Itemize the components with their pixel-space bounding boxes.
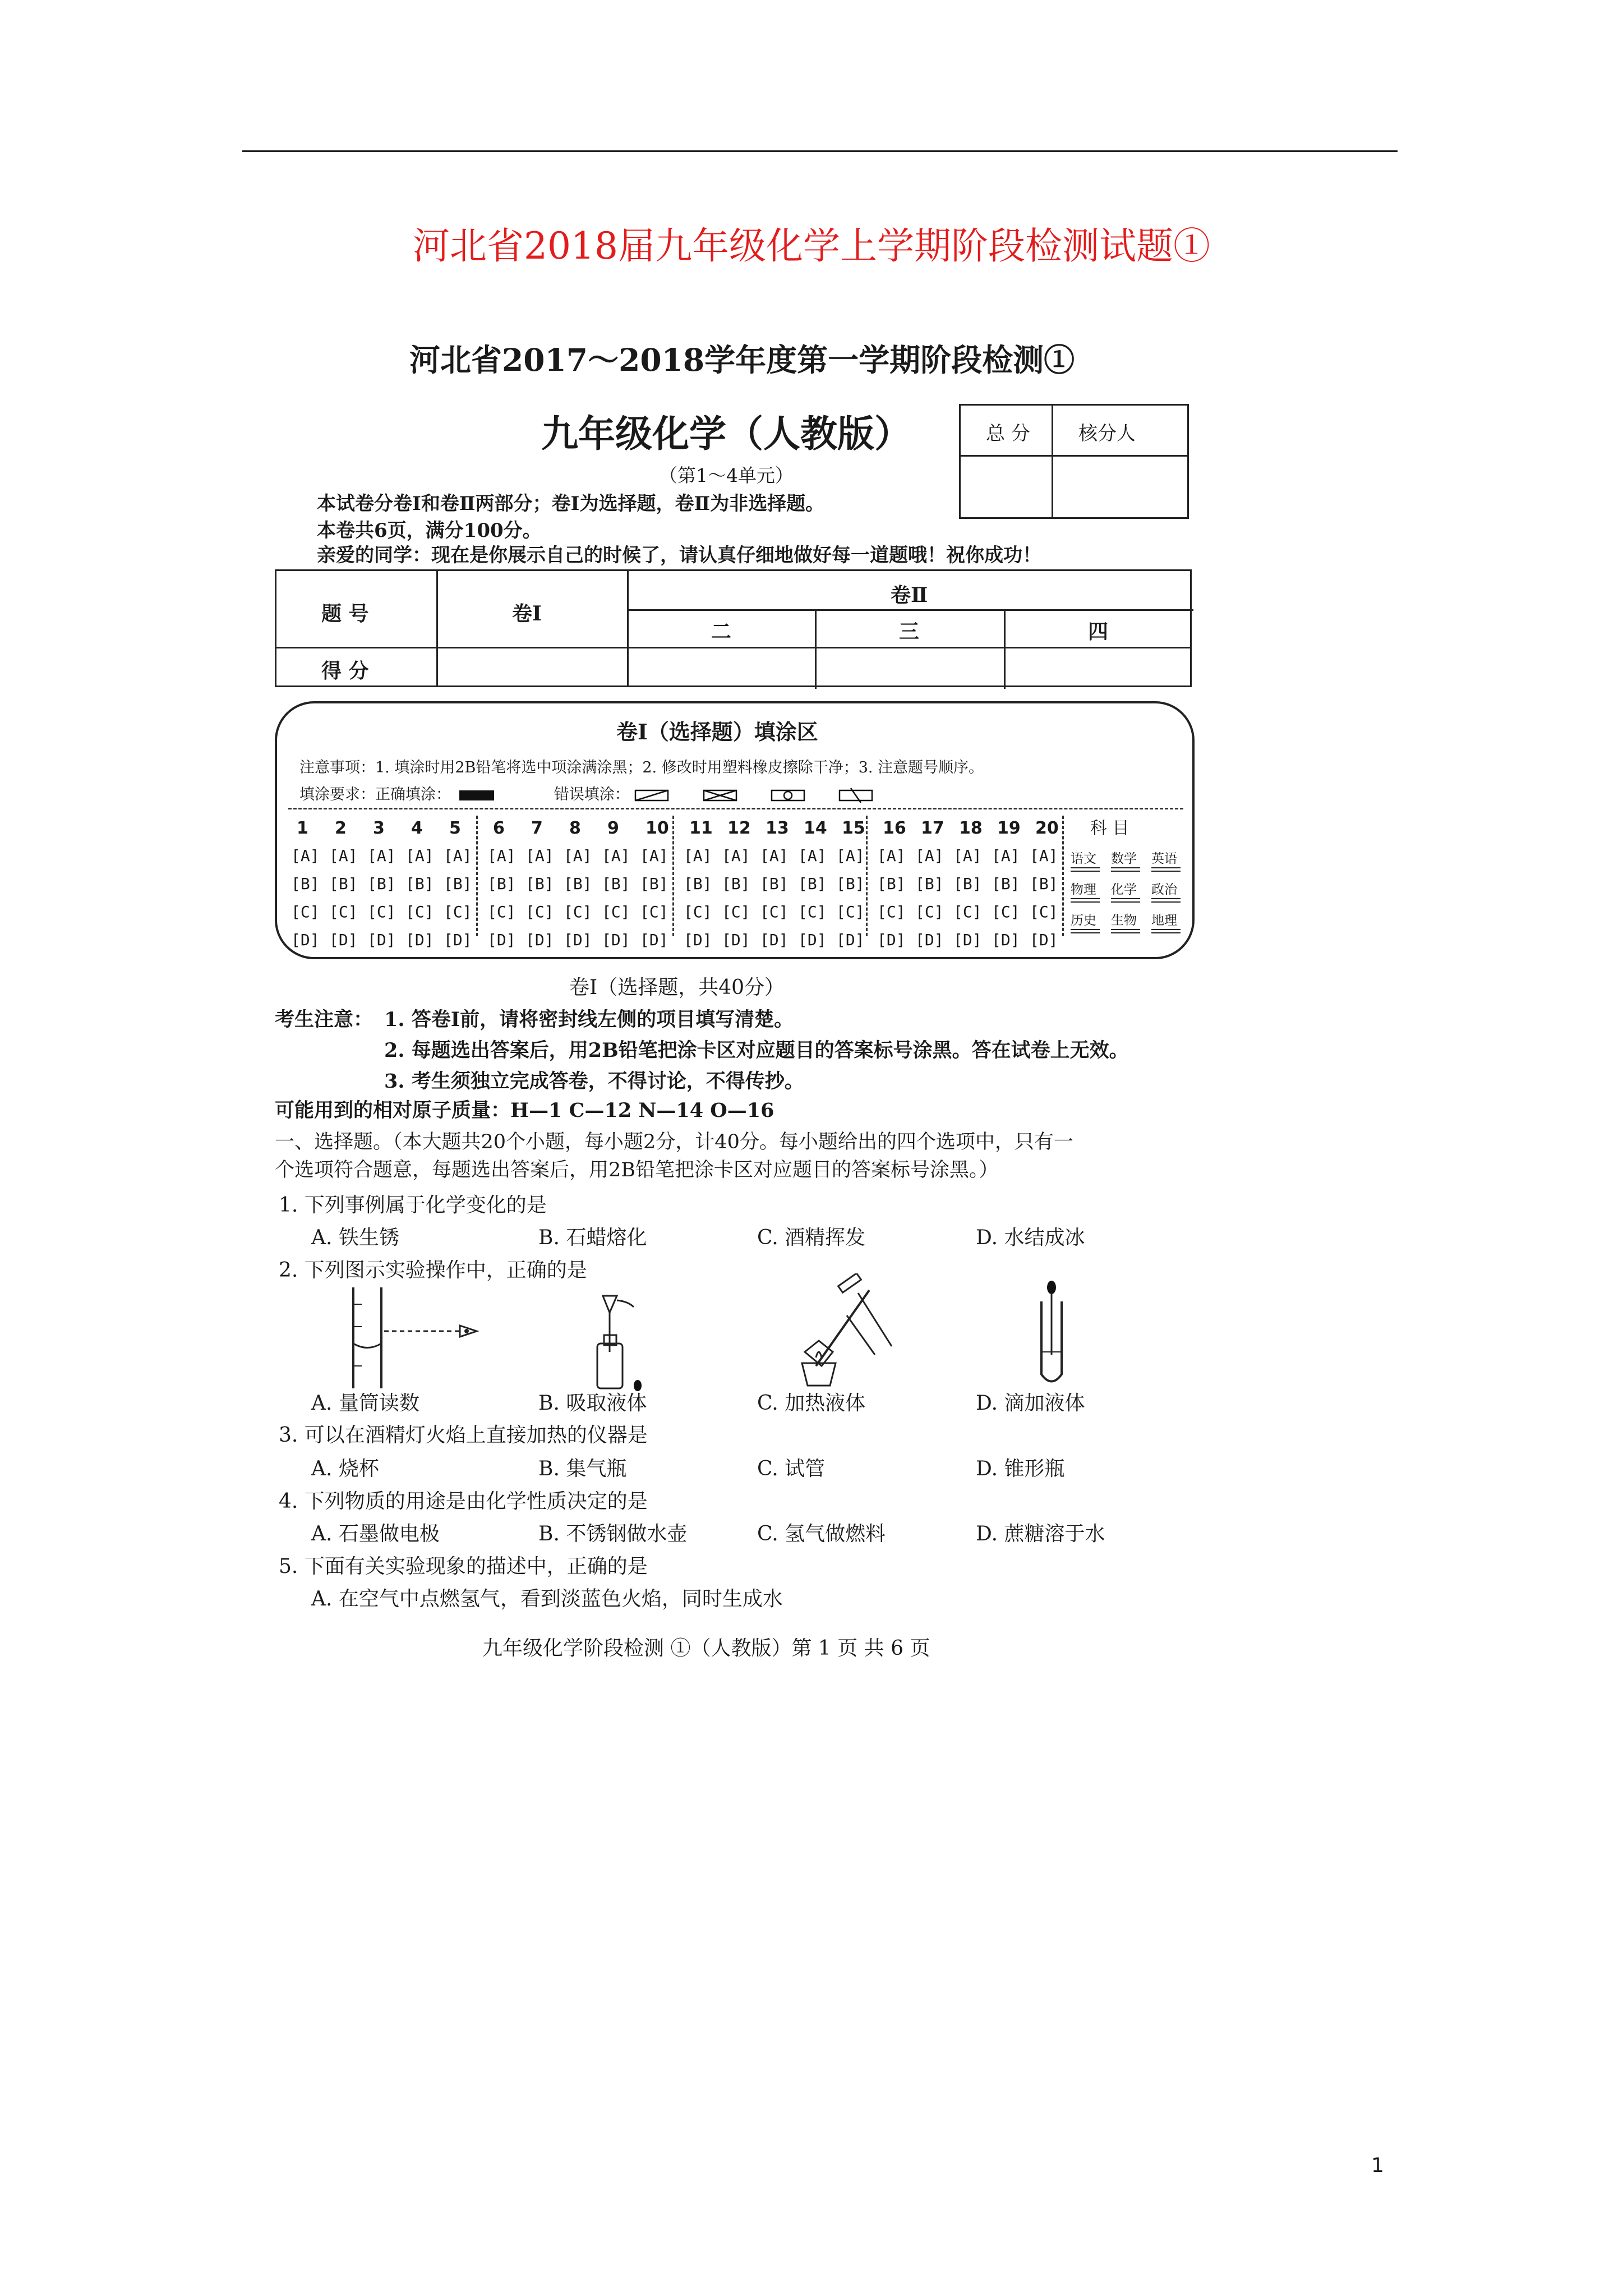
total-score-label: 总 分 — [986, 422, 1030, 445]
subject-bubble — [1151, 867, 1181, 872]
fill-wrong-label: 错误填涂： — [554, 786, 630, 803]
answer-bubble[interactable]: [C] — [722, 903, 750, 921]
unit-range: （第1～4单元） — [659, 464, 794, 486]
answer-bubble[interactable]: [C] — [836, 903, 865, 921]
question-number: 6 — [493, 818, 505, 838]
block-divider — [672, 816, 674, 936]
question-number: 2 — [335, 818, 347, 838]
answer-bubble[interactable]: [C] — [640, 903, 668, 921]
answer-bubble[interactable]: [B] — [602, 875, 630, 893]
answer-bubble[interactable]: [D] — [444, 931, 472, 949]
q1-option-c: C. 酒精挥发 — [757, 1226, 866, 1249]
checker-label: 核分人 — [1078, 422, 1136, 445]
intro-line-1: 本试卷分卷Ⅰ和卷Ⅱ两部分；卷Ⅰ为选择题，卷Ⅱ为非选择题。 — [317, 493, 825, 515]
subject-option[interactable]: 历史 — [1071, 913, 1096, 928]
answer-bubble[interactable]: [D] — [640, 931, 668, 949]
q3-option-d: D. 锥形瓶 — [976, 1457, 1065, 1480]
dropper-bottle-figure — [575, 1290, 653, 1397]
subject-option[interactable]: 物理 — [1071, 882, 1096, 897]
question-number: 1 — [297, 818, 308, 838]
answer-bubble[interactable]: [B] — [444, 875, 472, 893]
answer-bubble[interactable]: [C] — [329, 903, 358, 921]
answer-bubble[interactable]: [D] — [1030, 931, 1058, 949]
fill-requirement — [299, 782, 874, 804]
answer-bubble[interactable]: [D] — [953, 931, 982, 949]
answer-bubble[interactable]: [D] — [405, 931, 434, 949]
q1-option-a: A. 铁生锈 — [311, 1226, 399, 1249]
block-divider — [866, 816, 868, 936]
col-part3: 三 — [899, 620, 920, 643]
q4-stem: 4. 下列物质的用途是由化学性质决定的是 — [279, 1490, 648, 1513]
wrong-fill-slash-icon — [634, 788, 670, 803]
q2-option-d: D. 滴加液体 — [976, 1392, 1085, 1415]
question-number: 5 — [449, 818, 461, 838]
answer-bubble[interactable]: [D] — [291, 931, 320, 949]
page-number: 1 — [1371, 2154, 1384, 2177]
answer-bubble[interactable]: [B] — [722, 875, 750, 893]
subject-bubble — [1111, 898, 1140, 903]
section1-heading: 卷Ⅰ（选择题，共40分） — [569, 976, 785, 999]
answer-bubble[interactable]: [C] — [564, 903, 592, 921]
answer-bubble[interactable]: [D] — [487, 931, 516, 949]
answer-bubble[interactable]: [B] — [798, 875, 827, 893]
answer-bubble[interactable]: [B] — [915, 875, 944, 893]
subject-option[interactable]: 化学 — [1111, 882, 1137, 897]
question-number: 9 — [607, 818, 619, 838]
q3-option-c: C. 试管 — [757, 1457, 826, 1480]
question-number: 3 — [373, 818, 385, 838]
answer-bubble[interactable]: [D] — [367, 931, 396, 949]
subject-option[interactable]: 英语 — [1151, 852, 1177, 866]
score-table — [275, 569, 1192, 687]
subject-option[interactable]: 数学 — [1111, 852, 1137, 866]
answer-bubble[interactable]: [B] — [291, 875, 320, 893]
wrong-fill-tick-icon — [838, 787, 874, 804]
answer-bubble[interactable]: [D] — [602, 931, 630, 949]
answer-bubble[interactable]: [B] — [640, 875, 668, 893]
answer-bubble[interactable]: [B] — [367, 875, 396, 893]
q1-stem: 1. 下列事例属于化学变化的是 — [279, 1194, 547, 1217]
notice-3: 3. 考生须独立完成答卷，不得讨论，不得传抄。 — [384, 1070, 804, 1093]
q4-option-d: D. 蔗糖溶于水 — [976, 1522, 1105, 1545]
q3-option-b: B. 集气瓶 — [538, 1457, 627, 1480]
answer-bubble[interactable]: [A] — [602, 846, 630, 865]
answer-bubble[interactable]: [A] — [564, 846, 592, 865]
question-number: 13 — [766, 818, 789, 838]
answer-bubble[interactable]: [D] — [525, 931, 554, 949]
answer-bubble[interactable]: [A] — [992, 846, 1020, 865]
block-divider — [1062, 816, 1064, 936]
question-number: 10 — [645, 818, 669, 838]
subject-option[interactable]: 地理 — [1151, 913, 1177, 928]
answer-bubble[interactable]: [B] — [953, 875, 982, 893]
q1-option-b: B. 石蜡熔化 — [538, 1226, 647, 1249]
answer-bubble[interactable]: [C] — [877, 903, 906, 921]
answer-bubble[interactable]: [C] — [798, 903, 827, 921]
col-part2: 二 — [711, 620, 732, 643]
subject-option[interactable]: 政治 — [1151, 882, 1177, 897]
answer-bubble[interactable]: [A] — [405, 846, 434, 865]
answer-bubble[interactable]: [C] — [444, 903, 472, 921]
q5-option-a: A. 在空气中点燃氢气，看到淡蓝色火焰，同时生成水 — [311, 1588, 783, 1611]
answer-bubble[interactable]: [D] — [329, 931, 358, 949]
q3-stem: 3. 可以在酒精灯火焰上直接加热的仪器是 — [279, 1424, 648, 1447]
answer-bubble[interactable]: [A] — [836, 846, 865, 865]
answer-bubble[interactable]: [A] — [1030, 846, 1058, 865]
answer-bubble[interactable]: [A] — [798, 846, 827, 865]
score-row-label: 得 分 — [321, 659, 369, 683]
col-juan2: 卷Ⅱ — [891, 583, 928, 607]
question-number: 8 — [569, 818, 581, 838]
answer-bubble[interactable]: [A] — [722, 846, 750, 865]
answer-bubble[interactable]: [C] — [602, 903, 630, 921]
part-intro-2: 个选项符合题意，每题选出答案后，用2B铅笔把涂卡区对应题目的答案标号涂黑。） — [275, 1159, 999, 1181]
total-score-box — [959, 404, 1189, 519]
q1-option-d: D. 水结成冰 — [976, 1226, 1085, 1249]
answer-bubble[interactable]: [B] — [760, 875, 789, 893]
subject-bubble — [1071, 898, 1100, 903]
top-rule — [242, 150, 1398, 152]
answer-bubble[interactable]: [B] — [836, 875, 865, 893]
greeting-text: 亲爱的同学：现在是你展示自己的时候了，请认真仔细地做好每一道题哦！祝你成功！ — [317, 544, 1041, 567]
answer-bubble[interactable]: [B] — [564, 875, 592, 893]
exam-footer: 九年级化学阶段检测 ①（人教版）第 1 页 共 6 页 — [482, 1637, 930, 1660]
answer-bubble[interactable]: [A] — [760, 846, 789, 865]
answer-bubble[interactable]: [A] — [684, 846, 712, 865]
atomic-mass: 可能用到的相对原子质量：H—1 C—12 N—14 O—16 — [275, 1099, 774, 1122]
answer-bubble[interactable]: [C] — [915, 903, 944, 921]
answer-bubble[interactable]: [A] — [953, 846, 982, 865]
answer-bubble[interactable]: [D] — [836, 931, 865, 949]
question-number: 11 — [689, 818, 713, 838]
answer-bubble[interactable]: [C] — [992, 903, 1020, 921]
answer-bubble[interactable]: [B] — [877, 875, 906, 893]
q2-option-b: B. 吸取液体 — [538, 1392, 647, 1415]
exam-subtitle: 九年级化学（人教版） — [541, 412, 911, 455]
subject-bubble — [1111, 929, 1140, 933]
exam-title: 河北省2017～2018学年度第一学期阶段检测① — [409, 342, 1075, 378]
document-title: 河北省2018届九年级化学上学期阶段检测试题① — [413, 224, 1210, 268]
subject-bubble — [1151, 929, 1181, 933]
answer-bubble[interactable]: [A] — [877, 846, 906, 865]
answer-bubble[interactable]: [A] — [525, 846, 554, 865]
dropping-liquid-figure — [1029, 1279, 1074, 1391]
card-divider — [288, 808, 1183, 809]
q4-option-a: A. 石墨做电极 — [311, 1522, 440, 1545]
answer-bubble[interactable]: [D] — [877, 931, 906, 949]
answer-bubble[interactable]: [B] — [525, 875, 554, 893]
subject-bubble — [1111, 867, 1140, 872]
part-intro-1: 一、选择题。（本大题共20个小题，每小题2分，计40分。每小题给出的四个选项中，只有一 — [275, 1131, 1073, 1153]
block-divider — [476, 816, 478, 936]
notice-2: 2. 每题选出答案后，用2B铅笔把涂卡区对应题目的答案标号涂黑。答在试卷上无效。 — [384, 1039, 1129, 1062]
answer-bubble[interactable]: [B] — [405, 875, 434, 893]
answer-bubble[interactable]: [D] — [760, 931, 789, 949]
correct-fill-icon — [459, 790, 494, 800]
notice-label: 考生注意： — [275, 1008, 374, 1031]
wrong-fill-cross-icon — [703, 788, 739, 803]
answer-card-title: 卷Ⅰ（选择题）填涂区 — [616, 719, 818, 744]
q3-option-a: A. 烧杯 — [311, 1457, 379, 1480]
answer-bubble[interactable]: [B] — [329, 875, 358, 893]
answer-bubble[interactable]: [B] — [684, 875, 712, 893]
answer-card-notes: 注意事项：1. 填涂时用2B铅笔将选中项涂满涂黑；2. 修改时用塑料橡皮擦除干净；3. 注意题号顺序。 — [299, 759, 984, 776]
intro-line-2: 本卷共6页，满分100分。 — [317, 519, 542, 542]
answer-bubble[interactable]: [C] — [405, 903, 434, 921]
question-number: 16 — [883, 818, 906, 838]
answer-bubble[interactable]: [D] — [992, 931, 1020, 949]
answer-bubble[interactable]: [A] — [329, 846, 358, 865]
answer-bubble[interactable]: [B] — [1030, 875, 1058, 893]
answer-bubble[interactable]: [D] — [915, 931, 944, 949]
answer-bubble[interactable]: [A] — [487, 846, 516, 865]
q4-option-b: B. 不锈钢做水壶 — [538, 1522, 688, 1545]
answer-bubble[interactable]: [A] — [444, 846, 472, 865]
answer-bubble[interactable]: [C] — [760, 903, 789, 921]
question-number: 17 — [921, 818, 944, 838]
subject-option[interactable]: 生物 — [1111, 913, 1137, 928]
answer-bubble[interactable]: [D] — [798, 931, 827, 949]
question-number: 14 — [804, 818, 827, 838]
answer-bubble[interactable]: [B] — [992, 875, 1020, 893]
question-number: 19 — [997, 818, 1021, 838]
answer-bubble[interactable]: [A] — [367, 846, 396, 865]
answer-bubble[interactable]: [D] — [722, 931, 750, 949]
greeting — [317, 540, 1041, 567]
answer-bubble[interactable]: [B] — [487, 875, 516, 893]
fill-correct-label: 填涂要求：正确填涂： — [299, 786, 451, 803]
q2-option-c: C. 加热液体 — [757, 1392, 866, 1415]
subject-header: 科 目 — [1090, 818, 1129, 838]
answer-bubble[interactable]: [C] — [525, 903, 554, 921]
answer-bubble[interactable]: [A] — [640, 846, 668, 865]
answer-bubble[interactable]: [C] — [487, 903, 516, 921]
q5-stem: 5. 下面有关实验现象的描述中，正确的是 — [279, 1555, 648, 1578]
question-number: 15 — [842, 818, 865, 838]
q2-option-a: A. 量筒读数 — [311, 1392, 419, 1415]
question-number: 20 — [1035, 818, 1059, 838]
answer-bubble[interactable]: [A] — [915, 846, 944, 865]
subject-bubble — [1151, 898, 1181, 903]
question-number: 18 — [959, 818, 983, 838]
answer-bubble[interactable]: [D] — [684, 931, 712, 949]
question-number-label: 题 号 — [321, 602, 369, 625]
col-juan1: 卷Ⅰ — [512, 602, 542, 625]
subject-bubble — [1071, 867, 1100, 872]
answer-bubble[interactable]: [C] — [291, 903, 320, 921]
question-number: 7 — [531, 818, 543, 838]
subject-bubble — [1071, 929, 1100, 933]
answer-bubble[interactable]: [C] — [1030, 903, 1058, 921]
answer-bubble[interactable]: [C] — [367, 903, 396, 921]
cylinder-reading-figure — [336, 1282, 482, 1394]
answer-bubble[interactable]: [D] — [564, 931, 592, 949]
q2-stem: 2. 下列图示实验操作中，正确的是 — [279, 1259, 587, 1282]
heating-liquid-figure — [785, 1273, 909, 1391]
col-part4: 四 — [1088, 620, 1109, 643]
notice-1: 1. 答卷Ⅰ前，请将密封线左侧的项目填写清楚。 — [384, 1008, 794, 1031]
question-number: 4 — [411, 818, 423, 838]
question-number: 12 — [727, 818, 751, 838]
wrong-fill-circle-icon — [771, 788, 806, 803]
answer-bubble[interactable]: [A] — [291, 846, 320, 865]
answer-bubble[interactable]: [C] — [684, 903, 712, 921]
answer-bubble[interactable]: [C] — [953, 903, 982, 921]
answer-card — [275, 701, 1195, 959]
q4-option-c: C. 氢气做燃料 — [757, 1522, 886, 1545]
subject-option[interactable]: 语文 — [1071, 852, 1096, 866]
